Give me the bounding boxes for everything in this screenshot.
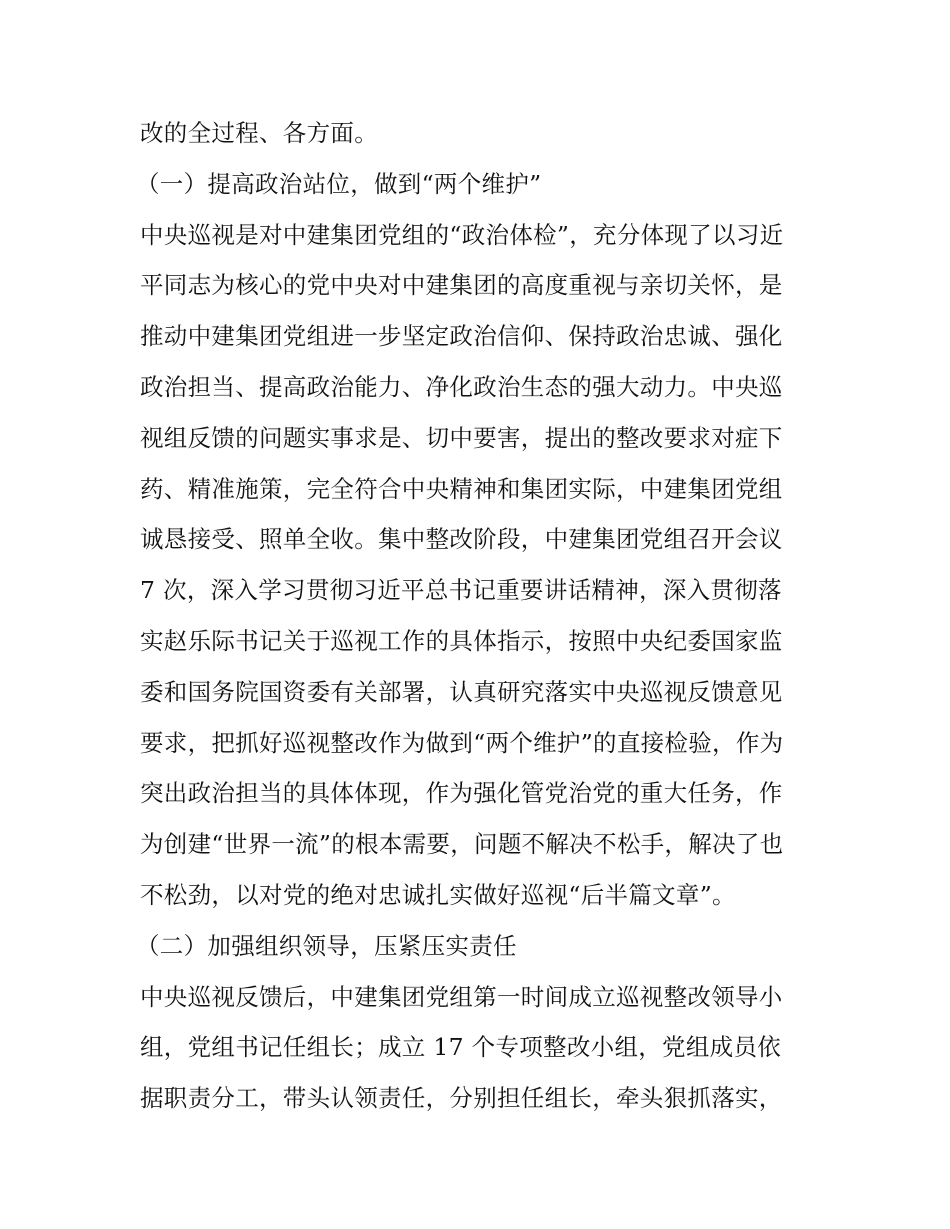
paragraph-line: 推动中建集团党组进一步坚定政治信仰、保持政治忠诚、强化	[140, 322, 783, 351]
document-body	[136, 108, 820, 1124]
paragraph-line: 据职责分工，带头认领责任，分别担任组长，牵头狠抓落实，	[140, 1084, 783, 1113]
paragraph-line: 中央巡视反馈后，中建集团党组第一时间成立巡视整改领导小	[140, 982, 783, 1011]
paragraph-line: 为创建“世界一流”的根本需要，问题不解决不松手，解决了也	[140, 830, 784, 859]
paragraph-line: 诚恳接受、照单全收。集中整改阶段，中建集团党组召开会议	[140, 525, 783, 554]
section-heading: （一）提高政治站位，做到“两个维护”	[136, 169, 542, 198]
paragraph-line: 视组反馈的问题实事求是、切中要害，提出的整改要求对症下	[140, 423, 783, 452]
paragraph-line: 药、精准施策，完全符合中央精神和集团实际，中建集团党组	[140, 474, 783, 503]
paragraph-line: 突出政治担当的具体体现，作为强化管党治党的重大任务，作	[140, 779, 783, 808]
paragraph-line: 中央巡视是对中建集团党组的“政治体检”，充分体现了以习近	[140, 220, 784, 249]
paragraph-line: 7 次，深入学习贯彻习近平总书记重要讲话精神，深入贯彻落	[140, 576, 782, 605]
paragraph-line: 要求，把抓好巡视整改作为做到“两个维护”的直接检验，作为	[140, 728, 784, 757]
paragraph-line: 平同志为核心的党中央对中建集团的高度重视与亲切关怀，是	[140, 271, 783, 300]
paragraph-line: 不松劲，以对党的绝对忠诚扎实做好巡视“后半篇文章”。	[140, 880, 736, 909]
paragraph-line: 政治担当、提高政治能力、净化政治生态的强大动力。中央巡	[140, 372, 783, 401]
paragraph-line: 改的全过程、各方面。	[140, 119, 378, 147]
paragraph-line: 实赵乐际书记关于巡视工作的具体指示，按照中央纪委国家监	[140, 626, 783, 655]
section-heading: （二）加强组织领导，压紧压实责任	[136, 931, 517, 960]
paragraph-line: 组，党组书记任组长；成立 17 个专项整改小组，党组成员依	[140, 1033, 782, 1062]
paragraph-line: 委和国务院国资委有关部署，认真研究落实中央巡视反馈意见	[140, 677, 783, 706]
